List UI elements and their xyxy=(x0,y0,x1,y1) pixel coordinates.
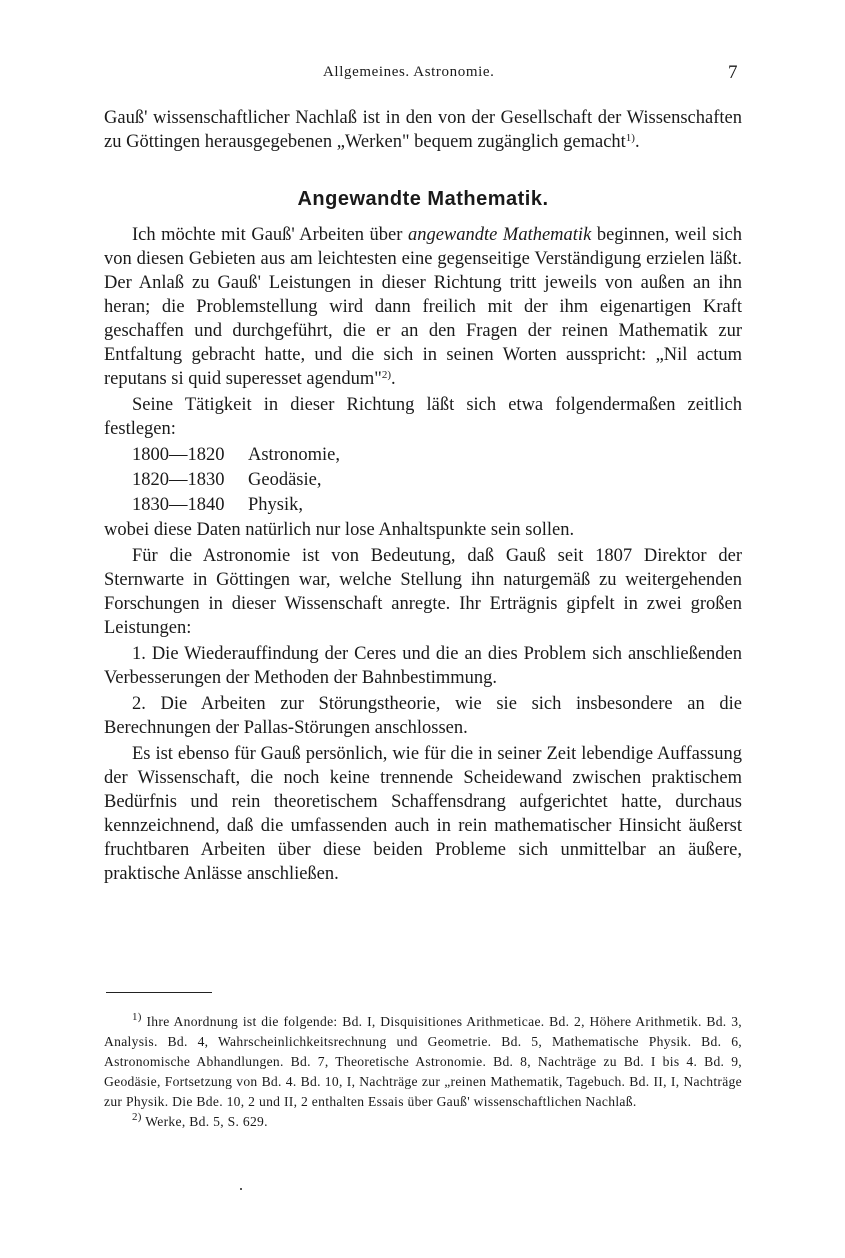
footnote-divider xyxy=(106,992,212,993)
paragraph-1 xyxy=(104,223,742,391)
p1-end: . xyxy=(390,369,396,389)
period-years: 1830—1840 xyxy=(132,495,225,515)
list-item xyxy=(132,468,742,493)
p1-before: Ich möchte mit Gauß' Arbeiten über xyxy=(132,225,408,245)
list-item xyxy=(132,443,742,468)
paragraph-7: Es ist ebenso für Gauß persönlich, wie für die in seiner Zeit lebendige Auffassung der Wissenschaft, die noch keine trennende Scheidewand zwischen praktischem Bedürfnis und rein theoretischem Schaffensdrang aufgerichtet hatte, durchaus kennzeichnend, daß die umfassenden auch in rein mathematischer Hinsicht äußerst fruchtbaren Arbeiten über diese beiden Probleme sich unmittelbar an äußere, praktische Anlässe anschließen. xyxy=(104,744,742,884)
intro-end: . xyxy=(634,132,640,152)
p1-after: beginnen, weil sich von diesen Gebieten aus am leichtesten eine gegenseitige Verständigung erzielen läßt. Der Anlaß zu Gauß' Leistungen in dieser Richtung tritt jeweils von außen an ihn heran; die Problemstellung wird dann freilich mit der ihm eigenartigen Kraft geschaffen und durchgeführt, die er an den Fragen der reinen Mathematik zur Entfaltung gebracht hatte, und die sich in seinen Worten ausspricht: „Nil actum reputans si quid superesset agendum" xyxy=(104,225,742,389)
intro-paragraph xyxy=(104,106,742,154)
intro-text: Gauß' wissenschaftlicher Nachlaß ist in den von der Gesellschaft der Wissenschaften zu Göttingen herausgegebenen „Werken" bequem zugänglich gemacht xyxy=(104,108,742,152)
section-heading: Angewandte Mathematik. xyxy=(297,188,549,210)
paragraph-4: Für die Astronomie ist von Bedeutung, daß Gauß seit 1807 Direktor der Sternwarte in Göttingen war, welche Stellung ihn naturgemäß zu weitergehenden Forschungen in dieser Wissenschaft anregte. Ihr Erträgnis gipfelt in zwei großen Leistungen: xyxy=(104,546,742,638)
footnote-text: Ihre Anordnung ist die folgende: Bd. I, Disquisitiones Arithmeticae. Bd. 2, Höhere Arithmetik. Bd. 3, Analysis. Bd. 4, Wahrscheinlichkeitsrechnung und Geometrie. Bd. 5, Mathematische Physik. Bd. 6, Astronomische Abhandlungen. Bd. 7, Theoretische Astronomie. Bd. 8, Nachträge zu Bd. I bis 4. Bd. 9, Geodäsie, Fortsetzung von Bd. 4. Bd. 10, I, Nachträge zur „reinen Mathematik, Tagebuch. Bd. II, I, Nachträge zur Physik. Die Bde. 10, 2 und II, 2 enthalten Essais über Gauß' wissenschaftlichen Nachlaß. xyxy=(104,1014,742,1109)
page-header xyxy=(0,62,845,88)
print-speck xyxy=(240,1188,242,1190)
footnote-mark: 2) xyxy=(132,1111,142,1123)
paragraph-3: wobei diese Daten natürlich nur lose Anhaltspunkte sein sollen. xyxy=(104,520,575,540)
period-field: Physik, xyxy=(248,495,304,515)
footnote-mark: 1) xyxy=(132,1011,142,1023)
paragraph-2: Seine Tätigkeit in dieser Richtung läßt sich etwa folgendermaßen zeitlich festlegen: xyxy=(104,395,742,439)
period-list xyxy=(132,443,742,518)
period-years: 1820—1830 xyxy=(132,470,225,490)
period-years: 1800—1820 xyxy=(132,445,225,465)
running-head: Allgemeines. Astronomie. xyxy=(323,64,495,80)
footnote-ref-2[interactable]: 2) xyxy=(381,369,391,381)
period-field: Geodäsie, xyxy=(248,470,322,490)
p1-emphasis: angewandte Mathematik xyxy=(407,225,592,245)
footnote-2 xyxy=(104,1112,742,1132)
period-field: Astronomie, xyxy=(248,445,340,465)
paragraph-5: 1. Die Wiederauffindung der Ceres und die an dies Problem sich anschließenden Verbesserungen der Methoden der Bahnbestimmung. xyxy=(104,644,742,688)
footnote-text: Werke, Bd. 5, S. 629. xyxy=(145,1114,268,1129)
footnote-ref-1[interactable]: 1) xyxy=(625,132,635,144)
footnote-1 xyxy=(104,1012,742,1112)
page-number: 7 xyxy=(728,62,738,83)
footnotes xyxy=(104,1012,742,1132)
paragraph-6: 2. Die Arbeiten zur Störungstheorie, wie sie sich insbesondere an die Berechnungen der Pallas-Störungen anschlossen. xyxy=(104,694,742,738)
list-item xyxy=(132,493,742,518)
page-body xyxy=(104,106,742,886)
